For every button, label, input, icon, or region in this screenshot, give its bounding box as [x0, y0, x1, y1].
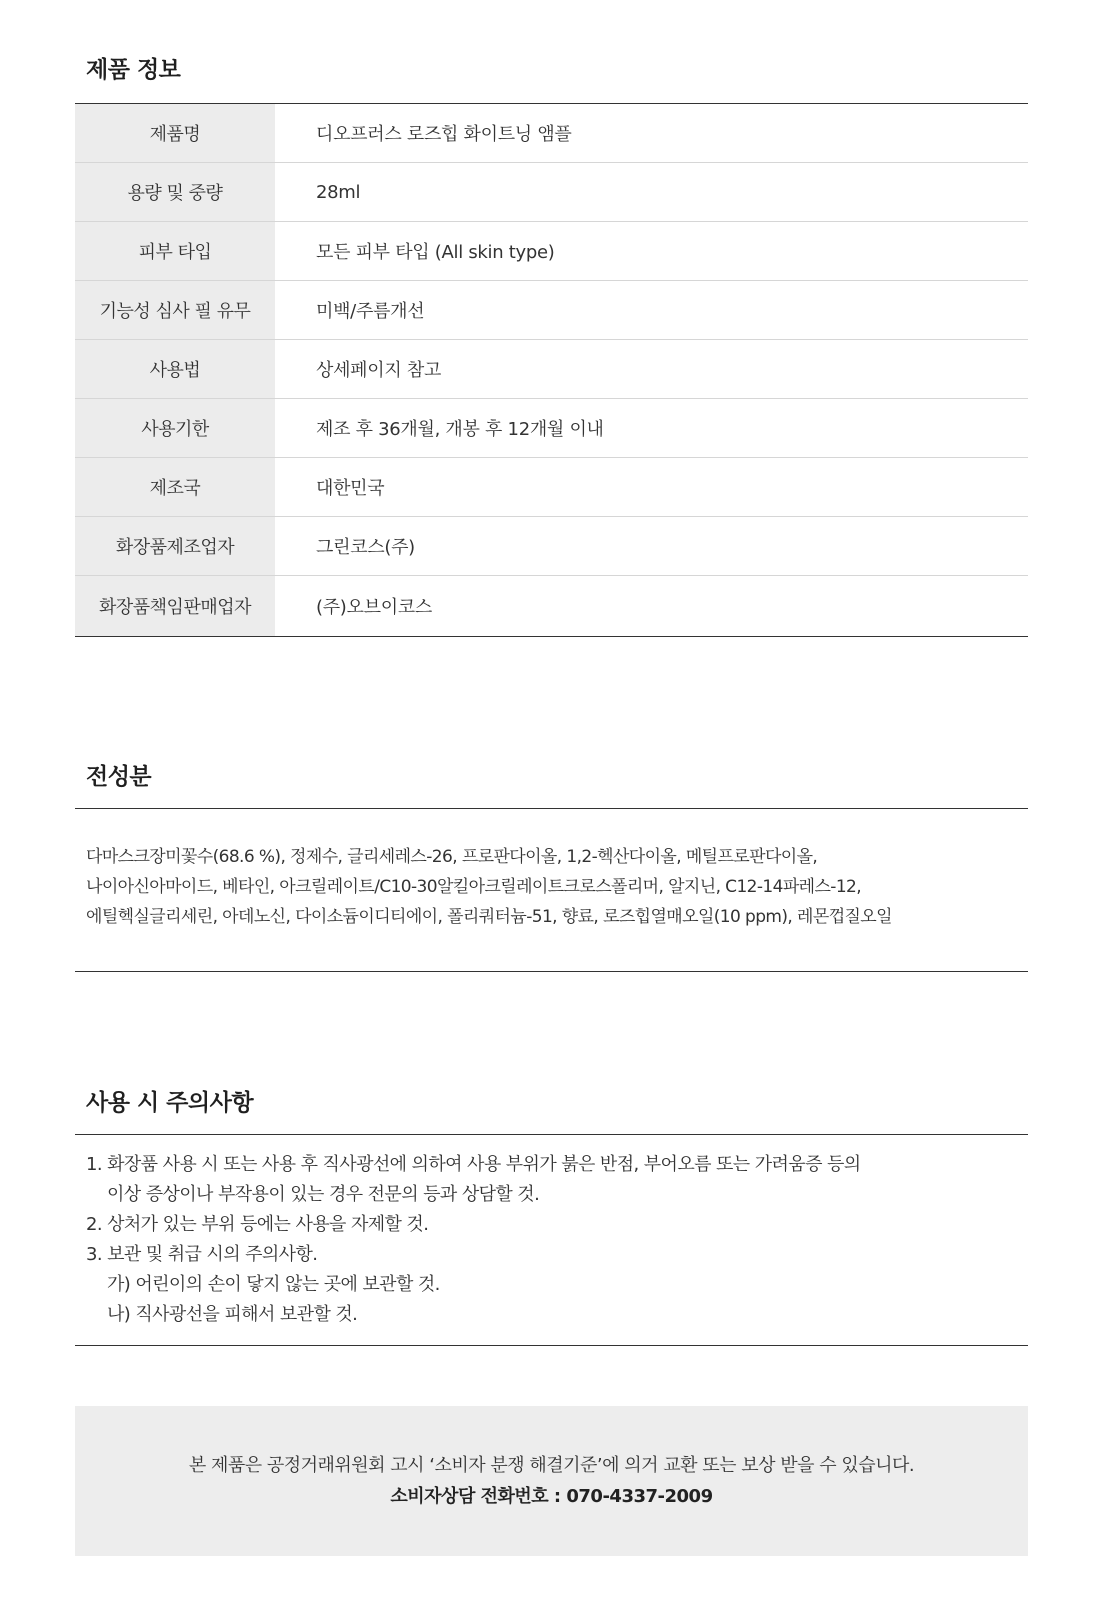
table-row: [75, 458, 1028, 517]
row-value: 미백/주름개선: [316, 301, 425, 322]
table-row: [75, 517, 1028, 576]
row-label: 화장품책임판매업자: [75, 576, 275, 636]
ingredients-line: 에틸헥실글리세린, 아데노신, 다이소듐이디티에이, 폴리쿼터늄-51, 향료, 로즈힙열매오일(10 ppm), 레몬껍질오일: [86, 907, 892, 927]
cautions-top-divider: [75, 1134, 1028, 1135]
row-value: 28ml: [316, 181, 361, 203]
table-row: [75, 281, 1028, 340]
row-value: 그린코스(주): [316, 537, 415, 558]
ingredients-top-divider: [75, 808, 1028, 809]
row-label: 제품명: [75, 104, 275, 162]
ingredients-line: 나이아신아마이드, 베타인, 아크릴레이트/C10-30알킬아크릴레이트크로스폴리머, 알지닌, C12-14파레스-12,: [86, 877, 862, 897]
product-info-table: [75, 103, 1028, 637]
row-value: 디오프러스 로즈힙 화이트닝 앰플: [316, 124, 572, 145]
caution-item: 1. 화장품 사용 시 또는 사용 후 직사광선에 의하여 사용 부위가 붉은 반점, 부어오름 또는 가려움증 등의: [86, 1154, 861, 1175]
consumer-phone-number: 소비자상담 전화번호 : 070-4337-2009: [390, 1486, 713, 1507]
table-row: [75, 399, 1028, 458]
row-value: 제조 후 36개월, 개봉 후 12개월 이내: [316, 419, 604, 440]
ingredients-line: 다마스크장미꽃수(68.6 %), 정제수, 글리세레스-26, 프로판다이올, 1,2-헥산다이올, 메틸프로판다이올,: [86, 847, 818, 867]
table-row: [75, 576, 1028, 636]
row-value: (주)오브이코스: [316, 597, 432, 618]
ingredients-title: 전성분: [86, 764, 152, 790]
row-value: 대한민국: [316, 478, 385, 499]
caution-item-continued: 이상 증상이나 부작용이 있는 경우 전문의 등과 상담할 것.: [107, 1184, 540, 1205]
table-row: [75, 163, 1028, 222]
caution-subitem: 나) 직사광선을 피해서 보관할 것.: [107, 1304, 358, 1325]
row-label: 화장품제조업자: [75, 517, 275, 575]
row-label: 사용기한: [75, 399, 275, 457]
caution-subitem: 가) 어린이의 손이 닿지 않는 곳에 보관할 것.: [107, 1274, 440, 1295]
product-info-title: 제품 정보: [86, 57, 181, 83]
table-row: [75, 222, 1028, 281]
row-value: 상세페이지 참고: [316, 360, 442, 381]
table-row: [75, 340, 1028, 399]
row-label: 기능성 심사 필 유무: [75, 281, 275, 339]
row-label: 사용법: [75, 340, 275, 398]
row-value: 모든 피부 타입 (All skin type): [316, 242, 555, 263]
table-row: [75, 104, 1028, 163]
cautions-title: 사용 시 주의사항: [86, 1090, 254, 1116]
caution-item: 3. 보관 및 취급 시의 주의사항.: [86, 1244, 318, 1265]
caution-item: 2. 상처가 있는 부위 등에는 사용을 자제할 것.: [86, 1214, 429, 1235]
cautions-bottom-divider: [75, 1345, 1028, 1346]
consumer-notice-box: [75, 1406, 1028, 1556]
cautions-list: [86, 1150, 1016, 1330]
ingredients-text: [86, 842, 1016, 932]
row-label: 피부 타입: [75, 222, 275, 280]
row-label: 용량 및 중량: [75, 163, 275, 221]
row-label: 제조국: [75, 458, 275, 516]
ingredients-bottom-divider: [75, 971, 1028, 972]
notice-text: 본 제품은 공정거래위원회 고시 ‘소비자 분쟁 해결기준’에 의거 교환 또는 보상 받을 수 있습니다.: [188, 1455, 915, 1476]
